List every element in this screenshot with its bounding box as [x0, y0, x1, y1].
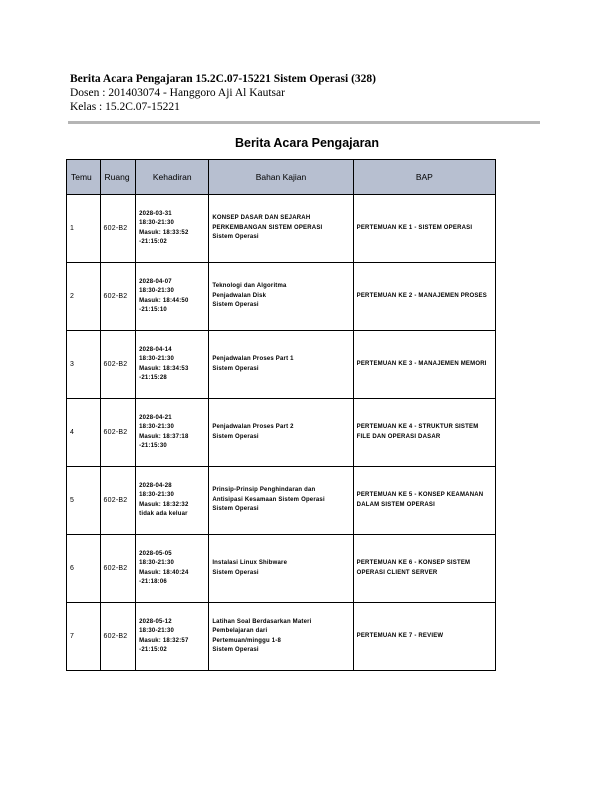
attendance-time: 18:30-21:30 [139, 560, 175, 566]
cell-temu: 2 [67, 263, 101, 331]
topic-line: Sistem Operasi [212, 234, 259, 241]
attendance-out: -21:18:06 [139, 579, 167, 585]
topic-line: Latihan Soal Berdasarkan Materi [212, 618, 312, 625]
attendance-time: 18:30-21:30 [139, 220, 175, 226]
attendance-date: 2028-03-31 [139, 210, 172, 217]
topic-line: Penjadwalan Proses Part 1 [212, 356, 294, 362]
cell-bahan-kajian [209, 399, 353, 467]
cell-bahan-kajian [209, 331, 353, 399]
cell-temu: 5 [67, 467, 101, 535]
header-ruang: Ruang [100, 160, 136, 195]
topic-line: Pertemuan/minggu 1-8 [212, 637, 281, 644]
cell-kehadiran [136, 263, 209, 331]
cell-kehadiran [136, 331, 209, 399]
cell-ruang: 602-B2 [100, 331, 136, 399]
cell-kehadiran [136, 195, 209, 263]
topic-line: Sistem Operasi [212, 506, 259, 513]
attendance-time: 18:30-21:30 [139, 492, 175, 498]
attendance-out: -21:15:10 [139, 307, 167, 313]
cell-temu: 4 [67, 399, 101, 467]
table-row [67, 263, 496, 331]
attendance-in: Masuk: 18:33:52 [139, 229, 189, 236]
topic-line: Sistem Operasi [212, 647, 259, 653]
topic-line: Pembelajaran dari [212, 628, 268, 634]
table-row [67, 535, 496, 603]
attendance-table [66, 159, 496, 671]
header-kehadiran: Kehadiran [136, 160, 209, 195]
topic-line: Antisipasi Kesamaan Sistem Operasi [212, 496, 325, 503]
topic-line: Sistem Operasi [212, 569, 259, 576]
attendance-out: -21:15:02 [139, 647, 167, 653]
table-row [67, 195, 496, 263]
topic-line: Prinsip-Prinsip Penghindaran dan [212, 487, 316, 494]
cell-kehadiran [136, 603, 209, 671]
cell-bahan-kajian [209, 535, 353, 603]
attendance-in: Masuk: 18:40:24 [139, 569, 189, 576]
cell-bap: PERTEMUAN KE 6 - KONSEP SISTEM OPERASI CLIENT SERVER [353, 535, 495, 603]
attendance-in: Masuk: 18:34:53 [139, 365, 189, 372]
attendance-in: Masuk: 18:37:18 [139, 433, 189, 440]
attendance-out: -21:15:28 [139, 375, 167, 381]
topic-line: Teknologi dan Algoritma [212, 283, 287, 290]
cell-ruang: 602-B2 [100, 603, 136, 671]
attendance-date: 2028-04-14 [139, 346, 172, 353]
attendance-in: Masuk: 18:32:57 [139, 637, 189, 644]
cell-temu: 6 [67, 535, 101, 603]
attendance-out: -21:15:30 [139, 443, 167, 449]
topic-line: Penjadwalan Proses Part 2 [212, 424, 294, 430]
cell-bahan-kajian [209, 263, 353, 331]
document-header [70, 72, 376, 114]
cell-bap: PERTEMUAN KE 3 - MANAJEMEN MEMORI [353, 331, 495, 399]
cell-bap: PERTEMUAN KE 2 - MANAJEMEN PROSES [353, 263, 495, 331]
cell-ruang: 602-B2 [100, 467, 136, 535]
topic-line: Sistem Operasi [212, 365, 259, 372]
cell-bap: PERTEMUAN KE 5 - KONSEP KEAMANAN DALAM SISTEM OPERASI [353, 467, 495, 535]
topic-line: Sistem Operasi [212, 433, 259, 440]
topic-line: Sistem Operasi [212, 302, 259, 309]
cell-bahan-kajian [209, 603, 353, 671]
table-row [67, 603, 496, 671]
class-line: Kelas : 15.2C.07-15221 [70, 101, 180, 113]
cell-temu: 3 [67, 331, 101, 399]
header-bahan-kajian: Bahan Kajian [209, 160, 353, 195]
topic-line: Penjadwalan Disk [212, 292, 267, 299]
attendance-time: 18:30-21:30 [139, 424, 175, 430]
attendance-time: 18:30-21:30 [139, 356, 175, 362]
attendance-date: 2028-04-07 [139, 278, 172, 285]
cell-temu: 7 [67, 603, 101, 671]
cell-ruang: 602-B2 [100, 263, 136, 331]
attendance-in: Masuk: 18:32:32 [139, 501, 189, 508]
topic-line: PERKEMBANGAN SISTEM OPERASI [212, 224, 323, 231]
attendance-time: 18:30-21:30 [139, 288, 175, 294]
cell-bap: PERTEMUAN KE 7 - REVIEW [353, 603, 495, 671]
page-title: Berita Acara Pengajaran [234, 136, 380, 150]
attendance-date: 2028-04-21 [139, 414, 172, 421]
attendance-out: tidak ada keluar [139, 511, 188, 517]
cell-ruang: 602-B2 [100, 535, 136, 603]
cell-bap: PERTEMUAN KE 4 - STRUKTUR SISTEM FILE DAN OPERASI DASAR [353, 399, 495, 467]
lecturer-line: Dosen : 201403074 - Hanggoro Aji Al Kautsar [70, 87, 285, 99]
header-temu: Temu [67, 160, 101, 195]
table-row [67, 399, 496, 467]
table-header-row [67, 160, 496, 195]
attendance-out: -21:15:02 [139, 239, 167, 245]
attendance-date: 2028-05-12 [139, 618, 172, 625]
table-row [67, 467, 496, 535]
topic-line: KONSEP DASAR DAN SEJARAH [212, 215, 311, 222]
cell-kehadiran [136, 399, 209, 467]
cell-kehadiran [136, 535, 209, 603]
cell-ruang: 602-B2 [100, 399, 136, 467]
cell-bahan-kajian [209, 467, 353, 535]
attendance-date: 2028-05-05 [139, 550, 172, 557]
table-row [67, 331, 496, 399]
cell-kehadiran [136, 467, 209, 535]
topic-line: Instalasi Linux Shibware [212, 560, 288, 566]
cell-bap: PERTEMUAN KE 1 - SISTEM OPERASI [353, 195, 495, 263]
attendance-date: 2028-04-28 [139, 482, 172, 489]
cell-temu: 1 [67, 195, 101, 263]
header-divider [68, 121, 540, 124]
attendance-in: Masuk: 18:44:50 [139, 297, 189, 304]
cell-ruang: 602-B2 [100, 195, 136, 263]
header-bap: BAP [353, 160, 495, 195]
attendance-time: 18:30-21:30 [139, 628, 175, 634]
cell-bahan-kajian [209, 195, 353, 263]
course-title: Berita Acara Pengajaran 15.2C.07-15221 Sistem Operasi (328) [70, 73, 376, 85]
